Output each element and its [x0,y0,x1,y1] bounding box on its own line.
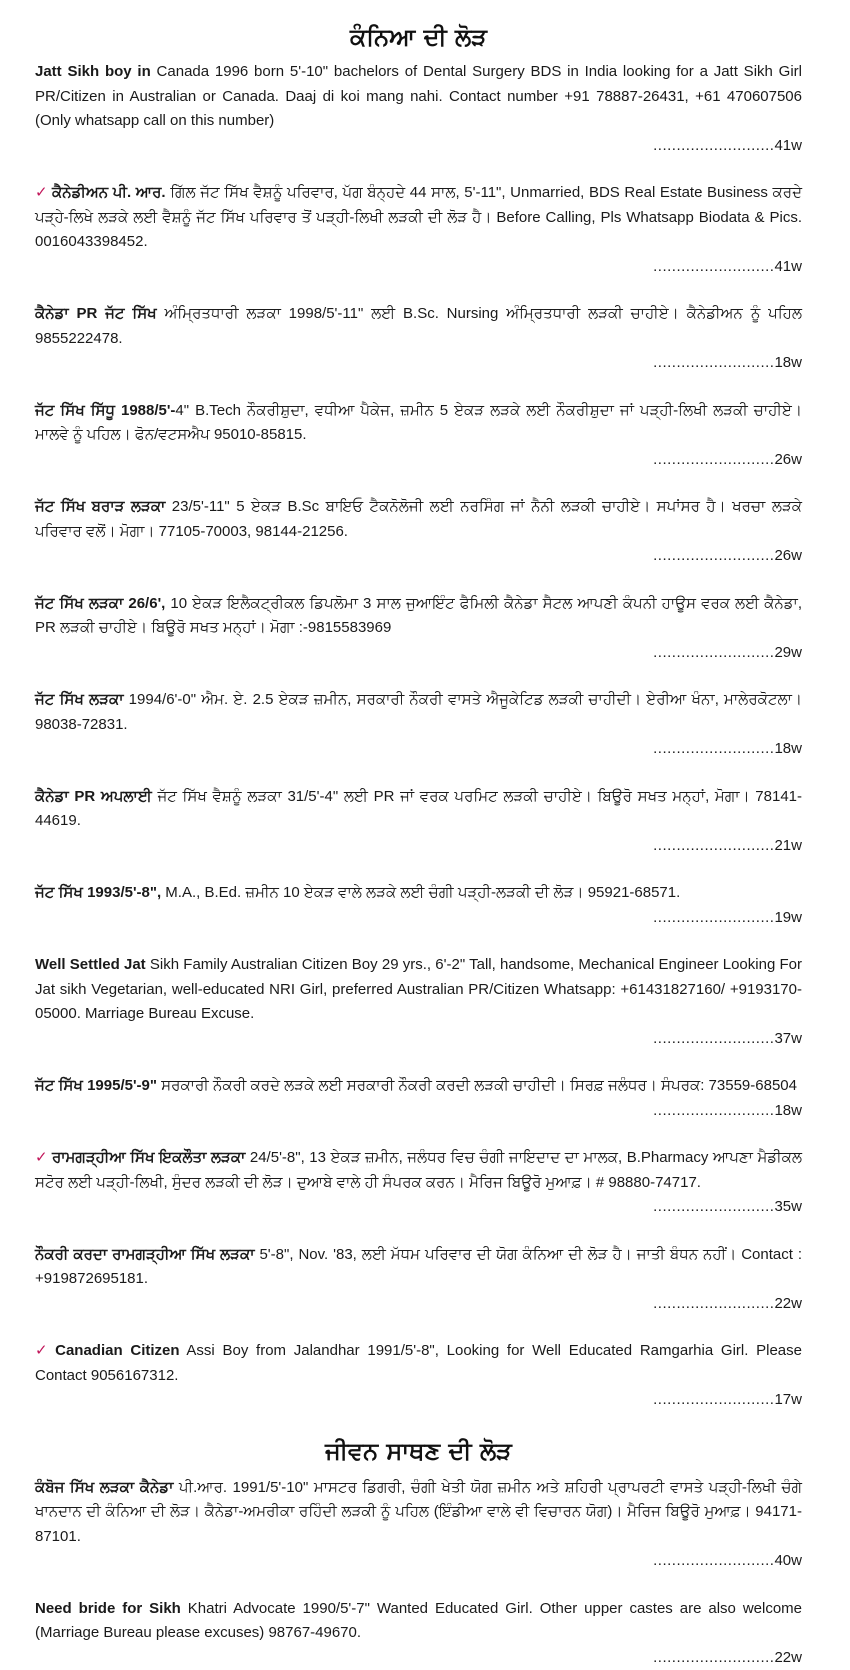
ad-lead-text: ਜੱਟ ਸਿੱਖ 1995/5'-9" [35,1077,157,1094]
classified-ad [35,1146,802,1220]
ad-lead-text: ਕੈਨੇਡਾ PR ਅਪਲਾਈ [35,788,152,805]
dot-leader: .......................... [653,451,774,468]
word-count [35,1388,802,1413]
ad-body-text: Khatri Advocate 1990/5'-7" Wanted Educated Girl. Other upper castes are also welcome (Marriage Bureau please excuses) 98767-49670. [35,1600,802,1642]
ad-lead-text: Need bride for Sikh [35,1600,181,1617]
word-count-value: 22w [774,1295,802,1312]
dot-leader: .......................... [653,1391,774,1408]
word-count [35,737,802,762]
word-count [35,1027,802,1052]
word-count [35,1195,802,1220]
word-count-value: 41w [774,137,802,154]
dot-leader: .......................... [653,909,774,926]
dot-leader: .......................... [653,137,774,154]
word-count-value: 19w [774,909,802,926]
word-count [35,834,802,859]
ad-lead-text: ਕੰਬੋਜ ਸਿੱਖ ਲੜਕਾ ਕੈਨੇਡਾ [35,1479,173,1496]
dot-leader: .......................... [653,644,774,661]
ad-body-text: ਪੀ.ਆਰ. 1991/5'-10" ਮਾਸਟਰ ਡਿਗਰੀ, ਚੰਗੀ ਖੇਤੀ ਯੋਗ ਜ਼ਮੀਨ ਅਤੇ ਸ਼ਹਿਰੀ ਪ੍ਰਾਪਰਟੀ ਵਾਸਤੇ ਪੜ੍ਹੀ-ਲਿਖੀ ਚੰਗੇ ਖਾਨਦਾਨ ਦੀ ਕੰਨਿਆ ਦੀ ਲੋੜ। ਕੈਨੇਡਾ-ਅਮਰੀਕਾ ਰਹਿੰਦੀ ਲੜਕੀ ਨੂੰ ਪਹਿਲ (ਇੰਡੀਆ ਵਾਲੇ ਵੀ ਵਿਚਾਰਨ ਯੋਗ)। ਮੈਰਿਜ ਬਿਊਰੋ ਮੁਆਫ਼। 94171-87101. [35,1479,802,1545]
ad-lead-text: ਕੈਨੇਡੀਅਨ ਪੀ. ਆਰ. [52,184,166,201]
section-title: ਜੀਵਨ ਸਾਥਣ ਦੀ ਲੋੜ [35,1436,802,1476]
word-count [35,1099,802,1124]
word-count-value: 18w [774,740,802,757]
ad-body-text: 4" B.Tech ਨੌਕਰੀਸ਼ੁਦਾ, ਵਧੀਆ ਪੈਕੇਜ, ਜ਼ਮੀਨ 5 ਏਕੜ ਲੜਕੇ ਲਈ ਨੌਕਰੀਸ਼ੁਦਾ ਜਾਂ ਪੜ੍ਹੀ-ਲਿਖੀ ਲੜਕੀ ਚਾਹੀਏ। ਮਾਲਵੇ ਨੂੰ ਪਹਿਲ। ਫੋਨ/ਵਟਸਐਪ 95010-85815. [35,402,802,444]
ad-lead-text: ਜੱਟ ਸਿੱਖ ਬਰਾੜ ਲੜਕਾ [35,498,165,515]
ad-lead-text: ਰਾਮਗੜ੍ਹੀਆ ਸਿੱਖ ਇਕਲੌਤਾ ਲੜਕਾ [52,1149,245,1166]
checkmark-icon: ✓ [35,184,48,201]
word-count-value: 35w [774,1198,802,1215]
classified-ad [35,1074,802,1123]
ad-body-text: 24/5'-8", 13 ਏਕੜ ਜ਼ਮੀਨ, ਜਲੰਧਰ ਵਿਚ ਚੰਗੀ ਜਾਇਦਾਦ ਦਾ ਮਾਲਕ, B.Pharmacy ਆਪਣਾ ਮੈਡੀਕਲ ਸਟੋਰ ਲਈ ਪੜ੍ਹੀ-ਲਿਖੀ, ਸੁੰਦਰ ਲੜਕੀ ਦੀ ਲੋੜ। ਦੁਆਬੇ ਵਾਲੇ ਹੀ ਸੰਪਰਕ ਕਰਨ। ਮੈਰਿਜ ਬਿਊਰੋ ਮੁਆਫ਼। # 98880-74717. [35,1149,802,1191]
classified-ad [35,60,802,158]
ad-body-text: ਸਰਕਾਰੀ ਨੌਕਰੀ ਕਰਦੇ ਲੜਕੇ ਲਈ ਸਰਕਾਰੀ ਨੌਕਰੀ ਕਰਦੀ ਲੜਕੀ ਚਾਹੀਦੀ। ਸਿਰਫ਼ ਜਲੰਧਰ। ਸੰਪਰਕ: 73559-68504 [157,1077,797,1094]
word-count [35,641,802,666]
ad-lead-text: Well Settled Jat [35,956,146,973]
word-count [35,906,802,931]
ad-body-text: 23/5'-11" 5 ਏਕੜ B.Sc ਬਾਇਓ ਟੈਕਨੋਲੋਜੀ ਲਈ ਨਰਸਿੰਗ ਜਾਂ ਨੈਨੀ ਲੜਕੀ ਚਾਹੀਏ। ਸਪਾਂਸਰ ਹੈ। ਖਰਚਾ ਲੜਕੇ ਪਰਿਵਾਰ ਵਲੋਂ। ਮੋਗਾ। 77105-70003, 98144-21256. [35,498,802,540]
dot-leader: .......................... [653,1649,774,1666]
classified-ad [35,592,802,666]
section-title: ਕੰਨਿਆ ਦੀ ਲੋੜ [35,0,802,60]
word-count-value: 17w [774,1391,802,1408]
ad-body-text: M.A., B.Ed. ਜ਼ਮੀਨ 10 ਏਕੜ ਵਾਲੇ ਲੜਕੇ ਲਈ ਚੰਗੀ ਪੜ੍ਹੀ-ਲੜਕੀ ਦੀ ਲੋੜ। 95921-68571. [161,884,680,901]
checkmark-icon: ✓ [35,1149,48,1166]
ad-body-text: Sikh Family Australian Citizen Boy 29 yrs., 6'-2" Tall, handsome, Mechanical Engineer Looking For Jat sikh Vegetarian, well-educated NRI Girl, preferred Australian PR/Citizen Whatsapp: +61431827160/ +9193170-05000. Marriage Bureau Excuse. [35,956,802,1022]
classified-ad [35,399,802,473]
ad-lead-text: ਜੱਟ ਸਿੱਖ ਲੜਕਾ 26/6', [35,595,165,612]
ad-body-text: 1994/6'-0" ਐਮ. ਏ. 2.5 ਏਕੜ ਜ਼ਮੀਨ, ਸਰਕਾਰੀ ਨੌਕਰੀ ਵਾਸਤੇ ਐਜੂਕੇਟਿਡ ਲੜਕੀ ਚਾਹੀਦੀ। ਏਰੀਆ ਖੰਨਾ, ਮਾਲੇਰਕੋਟਲਾ। 98038-72831. [35,691,802,733]
ads-list [35,60,802,1413]
dot-leader: .......................... [653,354,774,371]
classified-ad [35,785,802,859]
dot-leader: .......................... [653,547,774,564]
word-count [35,134,802,159]
word-count [35,255,802,280]
word-count-value: 40w [774,1552,802,1569]
word-count-value: 29w [774,644,802,661]
classified-ad [35,1597,802,1670]
ad-lead-text: Jatt Sikh boy in [35,63,151,80]
ad-lead-text: ਜੱਟ ਸਿੱਖ ਸਿੱਧੂ 1988/5'- [35,402,175,419]
ad-body-text: ਜੱਟ ਸਿੱਖ ਵੈਸ਼ਨੂੰ ਲੜਕਾ 31/5'-4" ਲਈ PR ਜਾਂ ਵਰਕ ਪਰਮਿਟ ਲੜਕੀ ਚਾਹੀਏ। ਬਿਊਰੋ ਸਖਤ ਮਨ੍ਹਾਂ, ਮੋਗਾ। 78141-44619. [35,788,802,830]
word-count [35,1292,802,1317]
ad-body-text: Canada 1996 born 5'-10" bachelors of Dental Surgery BDS in India looking for a Jatt Sikh Girl PR/Citizen in Australian or Canada. Daaj di koi mang nahi. Contact number +91 78887-26431, +61 470607506 (Only whatsapp call on this number) [35,63,802,129]
checkmark-icon: ✓ [35,1342,51,1359]
dot-leader: .......................... [653,1552,774,1569]
word-count [35,351,802,376]
classified-ad [35,1339,802,1413]
ad-lead-text: ਜੱਟ ਸਿੱਖ 1993/5'-8", [35,884,161,901]
classified-ad [35,1243,802,1317]
dot-leader: .......................... [653,258,774,275]
classified-ad [35,1476,802,1574]
ad-lead-text: ਨੌਕਰੀ ਕਰਦਾ ਰਾਮਗੜ੍ਹੀਆ ਸਿੱਖ ਲੜਕਾ [35,1246,255,1263]
classified-ad [35,302,802,376]
dot-leader: .......................... [653,1030,774,1047]
word-count [35,1549,802,1574]
ad-body-text: ਗਿੱਲ ਜੱਟ ਸਿੱਖ ਵੈਸ਼ਨੂੰ ਪਰਿਵਾਰ, ਪੱਗ ਬੰਨ੍ਹਦੇ 44 ਸਾਲ, 5'-11", Unmarried, BDS Real Estate Business ਕਰਦੇ ਪੜ੍ਹੇ-ਲਿਖੇ ਲੜਕੇ ਲਈ ਵੈਸ਼ਨੂੰ ਜੱਟ ਸਿੱਖ ਪਰਿਵਾਰ ਤੋਂ ਪੜ੍ਹੀ-ਲਿਖੀ ਲੜਕੀ ਦੀ ਲੋੜ ਹੈ। Before Calling, Pls Whatsapp Biodata & Pics. 0016043398452. [35,184,802,250]
word-count-value: 26w [774,547,802,564]
word-count-value: 26w [774,451,802,468]
word-count-value: 18w [774,354,802,371]
classified-ad [35,881,802,930]
dot-leader: .......................... [653,740,774,757]
ad-body-text: 10 ਏਕੜ ਇਲੈਕਟ੍ਰੀਕਲ ਡਿਪਲੋਮਾ 3 ਸਾਲ ਜੁਆਇੰਟ ਫੈਮਿਲੀ ਕੈਨੇਡਾ ਸੈਟਲ ਆਪਣੀ ਕੰਪਨੀ ਹਾਊਸ ਵਰਕ ਲਈ ਕੈਨੇਡਾ, PR ਲੜਕੀ ਚਾਹੀਏ। ਬਿਊਰੋ ਸਖਤ ਮਨ੍ਹਾਂ। ਮੋਗਾ :-9815583969 [35,595,802,637]
ads-list [35,1476,802,1670]
ad-lead-text: ਕੈਨੇਡਾ PR ਜੱਟ ਸਿੱਖ [35,305,157,322]
dot-leader: .......................... [653,1102,774,1119]
word-count [35,544,802,569]
dot-leader: .......................... [653,837,774,854]
ad-body-text: Assi Boy from Jalandhar 1991/5'-8", Looking for Well Educated Ramgarhia Girl. Please Contact 9056167312. [35,1342,802,1384]
word-count-value: 37w [774,1030,802,1047]
classified-ad [35,495,802,569]
word-count-value: 22w [774,1649,802,1666]
ad-lead-text: ਜੱਟ ਸਿੱਖ ਲੜਕਾ [35,691,124,708]
classified-ad [35,953,802,1051]
word-count-value: 41w [774,258,802,275]
dot-leader: .......................... [653,1295,774,1312]
word-count [35,448,802,473]
word-count-value: 18w [774,1102,802,1119]
dot-leader: .......................... [653,1198,774,1215]
ad-body-text: ਅੰਮ੍ਰਿਤਧਾਰੀ ਲੜਕਾ 1998/5'-11" ਲਈ B.Sc. Nursing ਅੰਮ੍ਰਿਤਧਾਰੀ ਲੜਕੀ ਚਾਹੀਏ। ਕੈਨੇਡੀਅਨ ਨੂੰ ਪਹਿਲ 9855222478. [35,305,802,347]
word-count [35,1646,802,1670]
classified-ad [35,181,802,279]
ad-body-text: 5'-8", Nov. '83, ਲਈ ਮੱਧਮ ਪਰਿਵਾਰ ਦੀ ਯੋਗ ਕੰਨਿਆ ਦੀ ਲੋੜ ਹੈ। ਜਾਤੀ ਬੰਧਨ ਨਹੀਂ। Contact : +919872695181. [35,1246,802,1288]
classified-ad [35,688,802,762]
ad-lead-text: Canadian Citizen [55,1342,179,1359]
word-count-value: 21w [774,837,802,854]
